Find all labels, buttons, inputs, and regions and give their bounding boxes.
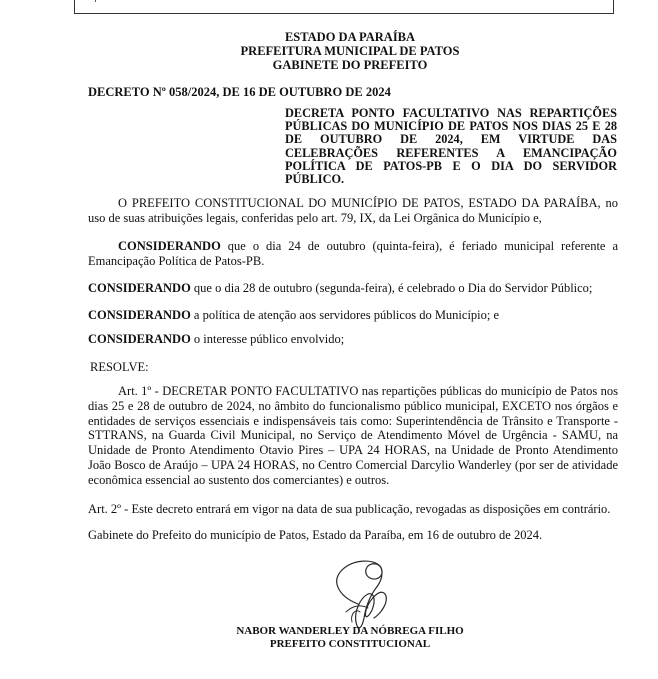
document-header [0,30,658,72]
considerando-paragraph [88,308,618,323]
considerando-text: que o dia 24 de outubro (quinta-feira), é feriado municipal referente a Emancipação Política de Patos-PB. [88,239,618,268]
header-gabinete: GABINETE DO PREFEITO [272,58,428,72]
considerando-paragraph [88,281,618,296]
resolve-label: RESOLVE: [90,360,149,374]
considerando-text: a política de atenção aos servidores públicos do Município; e [190,308,500,322]
considerando-keyword: CONSIDERANDO [118,239,221,253]
decree-title: DECRETO Nº 058/2024, DE 16 DE OUTUBRO DE 2024 [88,85,391,99]
preamble-paragraph: O PREFEITO CONSTITUCIONAL DO MUNICÍPIO DE PATOS, ESTADO DA PARAÍBA, no uso de suas atribuições legais, conferidas pelo art. 79, IX, da Lei Orgânica do Município e, [88,196,618,225]
closing-paragraph: Gabinete do Prefeito do município de Patos, Estado da Paraíba, em 16 de outubro de 2024. [88,528,543,542]
considerando-text: o interesse público envolvido; [190,332,345,346]
header-state: ESTADO DA PARAÍBA [284,30,416,44]
considerando-keyword: CONSIDERANDO [88,332,191,346]
signatory-block [0,625,658,650]
top-frame [74,0,614,14]
signatory-name: NABOR WANDERLEY DA NÓBREGA FILHO [236,625,464,637]
considerando-paragraph [88,332,618,347]
considerando-text: que o dia 28 de outubro (segunda-feira), é celebrado o Dia do Servidor Público; [190,281,593,295]
article-1: Art. 1º - DECRETAR PONTO FACULTATIVO nas repartições públicas do município de Patos nos dias 25 e 28 de outubro de 2024, no âmbito do funcionalismo público municipal, EXCETO nos órgãos e entidades de serviços essenciais e indispensáveis tais como: Superintendência de Trânsito e Transporte - STTRANS, na Guarda Civil Municipal, no Serviço de Atendimento Móvel de Urgência - SAMU, na Unidade de Pronto Atendimento Otavio Pires – UPA 24 HORAS, na Unidade de Pronto Atendimento João Bosco de Araújo – UPA 24 HORAS, no Centro Comercial Darcylio Wanderley (por ser de atividade econômica essencial ao sustento dos comerciantes) e outros. [88,384,618,487]
header-prefeitura: PREFEITURA MUNICIPAL DE PATOS [240,44,460,58]
decree-ementa: DECRETA PONTO FACULTATIVO NAS REPARTIÇÕES PÚBLICAS DO MUNICÍPIO DE PATOS NOS DIAS 25 E 28 DE OUTUBRO DE 2024, EM VIRTUDE DAS CELEBRAÇÕES REFERENTES A EMANCIPAÇÃO POLÍTICA DE PATOS-PB E O DIA DO SERVIDOR PÚBLICO. [285,106,617,187]
considerando-keyword: CONSIDERANDO [88,281,191,295]
signatory-role: PREFEITO CONSTITUCIONAL [269,637,431,650]
frame-tick [95,0,96,2]
considerando-keyword: CONSIDERANDO [88,308,191,322]
considerando-paragraph [88,239,618,269]
article-2: Art. 2º - Este decreto entrará em vigor na data de sua publicação, revogadas as disposições em contrário. [88,502,611,516]
